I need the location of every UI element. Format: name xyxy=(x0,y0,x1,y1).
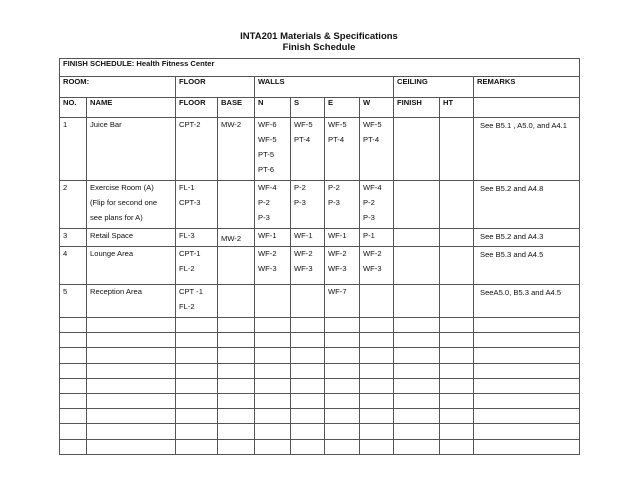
cell-wall-w-line: WF-4 xyxy=(363,183,382,192)
empty-cell xyxy=(60,333,87,348)
cell-remarks-text: SeeA5.0, B5.3 and A4.5 xyxy=(480,288,562,297)
cell-floor-line: CPT -1 xyxy=(179,287,203,296)
empty-cell xyxy=(291,318,325,333)
cell-wall-w-line: WF-5 xyxy=(363,120,382,129)
empty-cell xyxy=(87,409,176,424)
empty-cell xyxy=(60,318,87,333)
empty-cell xyxy=(218,424,255,439)
table-row xyxy=(60,181,580,229)
cell-no-line: 1 xyxy=(63,120,68,129)
empty-cell xyxy=(474,333,580,348)
empty-row xyxy=(60,409,580,424)
cell-ceiling-finish xyxy=(394,285,440,318)
cell-floor-line: FL-2 xyxy=(179,302,195,311)
cell-remarks xyxy=(474,118,580,181)
empty-cell xyxy=(291,409,325,424)
empty-cell xyxy=(87,439,176,454)
empty-cell xyxy=(176,333,218,348)
schedule-banner-row xyxy=(60,59,580,77)
cell-floor-line: FL-1 xyxy=(179,183,195,192)
empty-cell xyxy=(360,424,394,439)
cell-ceiling-ht xyxy=(440,181,474,229)
document-title: INTA201 Materials & Specifications xyxy=(240,31,398,42)
cell-remarks-text: See B5.1 , A5.0, and A4.1 xyxy=(480,121,567,130)
empty-cell xyxy=(255,439,291,454)
empty-cell xyxy=(60,348,87,363)
cell-wall-e-line: PT-4 xyxy=(328,135,345,144)
cell-wall-e-line: P-3 xyxy=(328,198,340,207)
cell-base xyxy=(218,247,255,285)
empty-cell xyxy=(360,409,394,424)
cell-wall-s-line: WF-1 xyxy=(294,231,313,240)
cell-wall-w xyxy=(360,229,394,247)
cell-ceiling-finish xyxy=(394,229,440,247)
cell-ceiling-finish xyxy=(394,181,440,229)
empty-cell xyxy=(291,333,325,348)
empty-cell xyxy=(87,318,176,333)
cell-name-line: see plans for A) xyxy=(90,213,143,222)
cell-wall-n-line: WF-4 xyxy=(258,183,277,192)
cell-ceiling-ht xyxy=(440,285,474,318)
cell-wall-e-line: WF-5 xyxy=(328,120,347,129)
cell-no xyxy=(60,285,87,318)
cell-wall-w xyxy=(360,118,394,181)
cell-ceiling-ht xyxy=(440,247,474,285)
cell-wall-n-line: WF-6 xyxy=(258,120,277,129)
empty-cell xyxy=(176,348,218,363)
empty-cell xyxy=(60,393,87,408)
empty-cell xyxy=(440,393,474,408)
empty-cell xyxy=(176,393,218,408)
empty-cell xyxy=(394,348,440,363)
cell-base xyxy=(218,285,255,318)
empty-cell xyxy=(394,424,440,439)
empty-cell xyxy=(255,318,291,333)
header-floor: FLOOR xyxy=(176,98,218,118)
finish-schedule-table xyxy=(59,58,580,455)
empty-row xyxy=(60,378,580,393)
empty-cell xyxy=(440,424,474,439)
header-e: E xyxy=(325,98,360,118)
cell-remarks-text: See B5.2 and A4.3 xyxy=(480,232,544,241)
empty-cell xyxy=(87,424,176,439)
empty-cell xyxy=(291,348,325,363)
header-finish: FINISH xyxy=(394,98,440,118)
empty-cell xyxy=(360,363,394,378)
cell-wall-s xyxy=(291,247,325,285)
cell-wall-w-line: WF-2 xyxy=(363,249,382,258)
empty-cell xyxy=(325,439,360,454)
empty-cell xyxy=(255,333,291,348)
cell-name xyxy=(87,285,176,318)
empty-cell xyxy=(474,409,580,424)
header-ht: HT xyxy=(440,98,474,118)
header-name: NAME xyxy=(87,98,176,118)
cell-wall-s xyxy=(291,285,325,318)
schedule-banner: FINISH SCHEDULE: Health Fitness Center xyxy=(60,59,580,77)
cell-wall-n xyxy=(255,118,291,181)
empty-cell xyxy=(325,424,360,439)
cell-remarks-text: See B5.3 and A4.5 xyxy=(480,250,544,259)
cell-wall-e xyxy=(325,247,360,285)
cell-wall-s-line: WF-5 xyxy=(294,120,313,129)
document-subtitle: Finish Schedule xyxy=(282,42,356,53)
cell-wall-w xyxy=(360,247,394,285)
cell-name-line: Exercise Room (A) xyxy=(90,183,154,192)
cell-no-line: 3 xyxy=(63,231,68,240)
cell-wall-s-line: WF-2 xyxy=(294,249,313,258)
cell-no xyxy=(60,181,87,229)
empty-cell xyxy=(325,393,360,408)
cell-floor xyxy=(176,118,218,181)
empty-cell xyxy=(474,378,580,393)
empty-cell xyxy=(218,378,255,393)
empty-cell xyxy=(60,378,87,393)
empty-cell xyxy=(440,363,474,378)
empty-cell xyxy=(291,439,325,454)
empty-cell xyxy=(218,318,255,333)
empty-cell xyxy=(218,363,255,378)
empty-cell xyxy=(176,424,218,439)
table-row xyxy=(60,247,580,285)
cell-floor xyxy=(176,285,218,318)
cell-wall-s xyxy=(291,229,325,247)
empty-cell xyxy=(474,363,580,378)
cell-ceiling-ht xyxy=(440,229,474,247)
cell-wall-n-line: WF-2 xyxy=(258,249,277,258)
cell-name-line: Reception Area xyxy=(90,287,142,296)
cell-no-line: 4 xyxy=(63,249,68,258)
cell-wall-e-line: P-2 xyxy=(328,183,340,192)
empty-cell xyxy=(218,393,255,408)
cell-base-text: MW-2 xyxy=(221,120,242,129)
cell-floor-line: CPT-2 xyxy=(179,120,201,129)
header-no: NO. xyxy=(60,98,87,118)
empty-cell xyxy=(360,439,394,454)
cell-ceiling-ht xyxy=(440,118,474,181)
cell-wall-e-line: WF-7 xyxy=(328,287,347,296)
cell-no-line: 5 xyxy=(63,287,68,296)
empty-cell xyxy=(60,424,87,439)
cell-name xyxy=(87,181,176,229)
empty-cell xyxy=(255,409,291,424)
cell-wall-n-line: P-3 xyxy=(258,213,270,222)
empty-cell xyxy=(440,439,474,454)
cell-remarks xyxy=(474,229,580,247)
cell-wall-w-line: P-1 xyxy=(363,231,375,240)
empty-cell xyxy=(325,409,360,424)
cell-floor-line: FL-3 xyxy=(179,231,195,240)
empty-cell xyxy=(218,439,255,454)
cell-name-line: Lounge Area xyxy=(90,249,134,258)
header-base: BASE xyxy=(218,98,255,118)
empty-cell xyxy=(325,333,360,348)
empty-cell xyxy=(60,439,87,454)
empty-cell xyxy=(474,318,580,333)
header-s: S xyxy=(291,98,325,118)
table-row xyxy=(60,285,580,318)
cell-no-line: 2 xyxy=(63,183,68,192)
empty-cell xyxy=(360,318,394,333)
empty-cell xyxy=(255,378,291,393)
header-w: W xyxy=(360,98,394,118)
empty-cell xyxy=(218,348,255,363)
cell-base-text: MW-2 xyxy=(221,234,242,243)
empty-cell xyxy=(360,378,394,393)
empty-cell xyxy=(176,318,218,333)
cell-wall-s-line: P-2 xyxy=(294,183,306,192)
cell-wall-e xyxy=(325,229,360,247)
cell-remarks xyxy=(474,247,580,285)
empty-cell xyxy=(440,409,474,424)
header-remarks-blank xyxy=(474,98,580,118)
empty-cell xyxy=(360,333,394,348)
cell-wall-n xyxy=(255,229,291,247)
empty-row xyxy=(60,424,580,439)
empty-row xyxy=(60,439,580,454)
group-floor: FLOOR xyxy=(176,77,255,98)
empty-cell xyxy=(255,424,291,439)
empty-cell xyxy=(360,393,394,408)
empty-cell xyxy=(394,409,440,424)
empty-row xyxy=(60,348,580,363)
empty-cell xyxy=(325,348,360,363)
empty-cell xyxy=(291,393,325,408)
cell-wall-n-line: PT-6 xyxy=(258,165,275,174)
empty-cell xyxy=(440,378,474,393)
cell-name xyxy=(87,247,176,285)
cell-wall-s xyxy=(291,181,325,229)
empty-cell xyxy=(325,318,360,333)
empty-cell xyxy=(60,363,87,378)
header-n: N xyxy=(255,98,291,118)
empty-cell xyxy=(360,348,394,363)
empty-cell xyxy=(474,424,580,439)
empty-cell xyxy=(440,318,474,333)
empty-cell xyxy=(440,333,474,348)
empty-cell xyxy=(291,424,325,439)
empty-cell xyxy=(394,439,440,454)
empty-cell xyxy=(87,378,176,393)
empty-cell xyxy=(474,439,580,454)
empty-cell xyxy=(60,409,87,424)
empty-cell xyxy=(255,393,291,408)
cell-base xyxy=(218,118,255,181)
cell-wall-e xyxy=(325,285,360,318)
empty-cell xyxy=(325,378,360,393)
empty-row xyxy=(60,333,580,348)
cell-ceiling-finish xyxy=(394,247,440,285)
empty-row xyxy=(60,318,580,333)
cell-wall-e xyxy=(325,118,360,181)
cell-remarks-text: See B5.2 and A4.8 xyxy=(480,184,544,193)
cell-name-line: Retail Space xyxy=(90,231,134,240)
cell-base xyxy=(218,181,255,229)
empty-cell xyxy=(218,333,255,348)
empty-cell xyxy=(325,363,360,378)
cell-wall-w-line: P-3 xyxy=(363,213,375,222)
empty-row xyxy=(60,363,580,378)
cell-wall-n-line: P-2 xyxy=(258,198,270,207)
cell-name-line: Juice Bar xyxy=(90,120,122,129)
empty-cell xyxy=(176,409,218,424)
empty-cell xyxy=(394,333,440,348)
cell-wall-n xyxy=(255,181,291,229)
column-header-row xyxy=(60,98,580,118)
cell-floor-line: CPT-1 xyxy=(179,249,201,258)
cell-base xyxy=(218,229,255,247)
empty-cell xyxy=(87,333,176,348)
group-remarks: REMARKS xyxy=(474,77,580,98)
cell-wall-n xyxy=(255,285,291,318)
cell-wall-n-line: WF-3 xyxy=(258,264,277,273)
empty-cell xyxy=(255,348,291,363)
empty-cell xyxy=(394,363,440,378)
cell-wall-s-line: P-3 xyxy=(294,198,306,207)
empty-cell xyxy=(394,378,440,393)
empty-cell xyxy=(255,363,291,378)
cell-floor xyxy=(176,181,218,229)
cell-wall-w-line: PT-4 xyxy=(363,135,380,144)
cell-wall-s-line: WF-3 xyxy=(294,264,313,273)
cell-floor-line: FL-2 xyxy=(179,264,195,273)
cell-name xyxy=(87,118,176,181)
cell-wall-n-line: WF-1 xyxy=(258,231,277,240)
cell-wall-s xyxy=(291,118,325,181)
empty-cell xyxy=(176,439,218,454)
empty-cell xyxy=(87,348,176,363)
cell-wall-s-line: PT-4 xyxy=(294,135,311,144)
cell-remarks xyxy=(474,285,580,318)
group-room: ROOM: xyxy=(60,77,176,98)
empty-cell xyxy=(394,393,440,408)
empty-row xyxy=(60,393,580,408)
cell-floor xyxy=(176,247,218,285)
cell-wall-e xyxy=(325,181,360,229)
cell-name xyxy=(87,229,176,247)
cell-ceiling-finish xyxy=(394,118,440,181)
group-ceiling: CEILING xyxy=(394,77,474,98)
cell-remarks xyxy=(474,181,580,229)
cell-wall-w-line: WF-3 xyxy=(363,264,382,273)
cell-wall-n-line: WF-5 xyxy=(258,135,277,144)
empty-cell xyxy=(176,363,218,378)
table-row xyxy=(60,229,580,247)
empty-cell xyxy=(218,409,255,424)
empty-cell xyxy=(87,363,176,378)
empty-cell xyxy=(474,393,580,408)
cell-no xyxy=(60,247,87,285)
group-header-row xyxy=(60,77,580,98)
cell-name-line: (Flip for second one xyxy=(90,198,158,207)
empty-cell xyxy=(394,318,440,333)
cell-wall-n-line: PT-5 xyxy=(258,150,275,159)
empty-cell xyxy=(176,378,218,393)
cell-wall-n xyxy=(255,247,291,285)
empty-cell xyxy=(291,378,325,393)
empty-cell xyxy=(291,363,325,378)
empty-cell xyxy=(474,348,580,363)
cell-wall-e-line: WF-2 xyxy=(328,249,347,258)
cell-no xyxy=(60,229,87,247)
cell-wall-e-line: WF-3 xyxy=(328,264,347,273)
cell-wall-w xyxy=(360,285,394,318)
cell-wall-w xyxy=(360,181,394,229)
cell-wall-e-line: WF-1 xyxy=(328,231,347,240)
empty-cell xyxy=(440,348,474,363)
cell-floor xyxy=(176,229,218,247)
empty-cell xyxy=(87,393,176,408)
cell-wall-w-line: P-2 xyxy=(363,198,375,207)
cell-no xyxy=(60,118,87,181)
group-walls: WALLS xyxy=(255,77,394,98)
cell-floor-line: CPT-3 xyxy=(179,198,201,207)
table-row xyxy=(60,118,580,181)
